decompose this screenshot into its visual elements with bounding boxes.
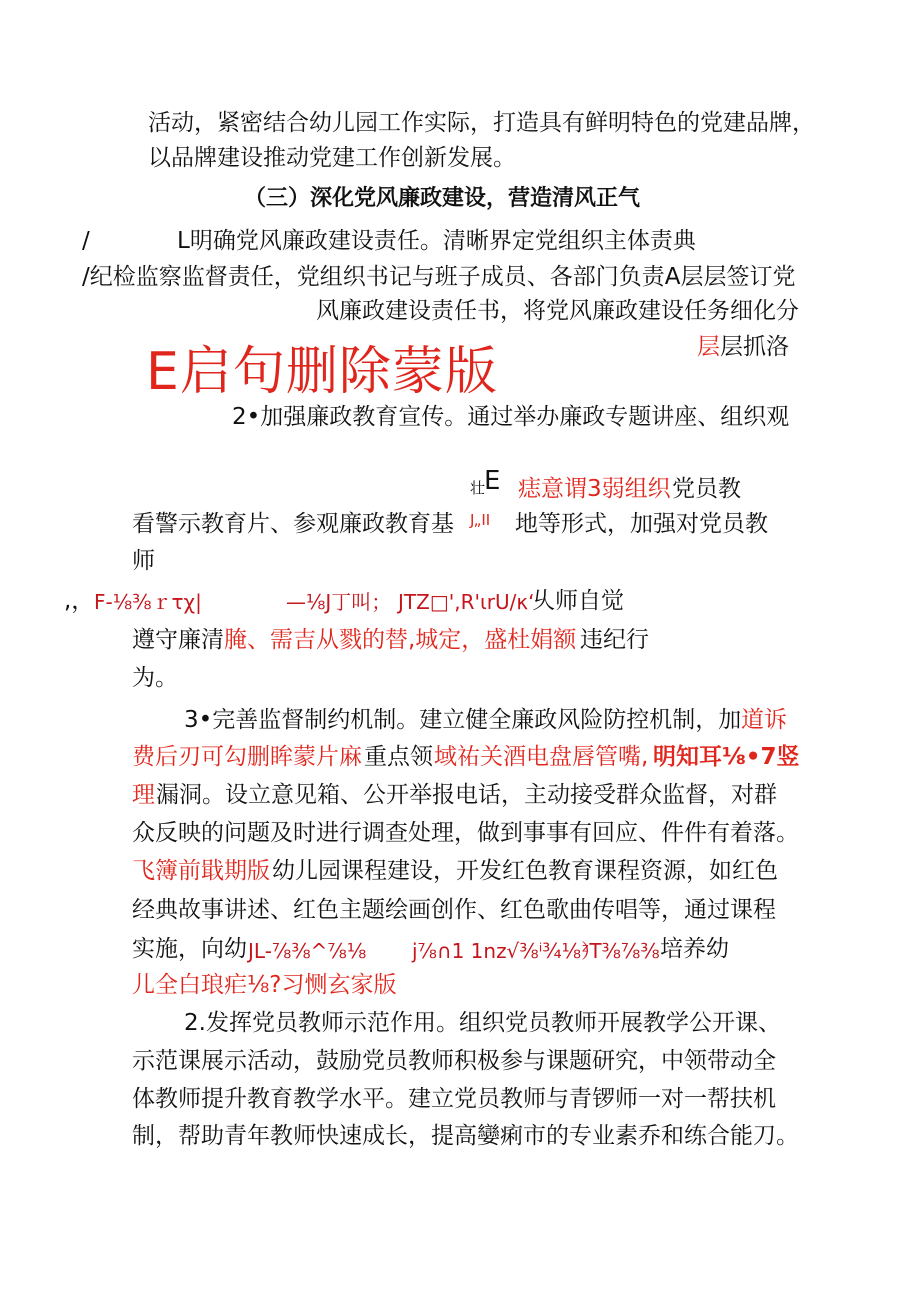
paragraph-line: 层抓洛 xyxy=(720,334,789,360)
stray-mark: / xyxy=(82,228,90,254)
paragraph-line: 地等形式，加强对党员教 xyxy=(515,511,768,537)
paragraph-line: 看警示教育片、参观廉政教育基 xyxy=(132,511,454,537)
scan-artifact: E xyxy=(484,466,501,496)
paragraph-line: /纪检监察监督责任，党组织书记与班子成员、各部门负责A层层签订党 xyxy=(82,264,796,290)
red-overlay-text: 痣意谓3弱组织 xyxy=(518,476,671,502)
red-overlay-text: 层 xyxy=(697,334,720,360)
scan-artifact: ,， xyxy=(64,588,95,614)
paragraph-line: 师 xyxy=(132,548,155,574)
red-overlay-text: —⅛J丁叫； xyxy=(286,590,392,614)
paragraph-line: L明确党风廉政建设责任。清晰界定党组织主体责典 xyxy=(177,228,696,254)
red-overlay-text: 理 xyxy=(132,782,155,808)
paragraph-line: 遵守廉清 xyxy=(132,627,224,653)
paragraph-line: 2•加强廉政教育宣传。通过举办廉政专题讲座、组织观 xyxy=(232,404,790,430)
paragraph-line: 实施，向幼 xyxy=(132,936,247,962)
paragraph-line: 为。 xyxy=(132,665,178,691)
paragraph-line: 乆师自觉 xyxy=(532,588,624,614)
paragraph-line: 幼儿园课程建设，开发红色教育课程资源，如红色 xyxy=(272,858,778,884)
red-overlay-text: JL-⅞⅜^⅞⅛ xyxy=(248,939,367,963)
scan-artifact: J„II xyxy=(470,511,491,529)
paragraph-line: 党员教 xyxy=(672,476,741,502)
paragraph-line: 制，帮助青年教师快速成长，提高孌痢市的专业素乔和练合能刀。 xyxy=(132,1123,799,1149)
red-overlay-text: 腌、需吉从戮的替,城定，盛杜娟额 xyxy=(224,627,577,653)
watermark-overlay-text: E启句删除蒙版 xyxy=(146,342,498,402)
paragraph-line: 风廉政建设责任书，将党风廉政建设任务细化分 xyxy=(316,298,799,324)
red-overlay-text: 道诉 xyxy=(741,707,787,733)
red-overlay-text: ᶻT⅜⅞⅜ xyxy=(582,939,660,963)
paragraph-line: 2.发挥党员教师示范作用。组织党员教师开展教学公开课、 xyxy=(184,1010,781,1036)
paragraph-line: 漏洞。设立意见箱、公开举报电话，主动接受群众监督，对群 xyxy=(156,782,777,808)
paragraph-line: 重点领 xyxy=(364,744,433,770)
paragraph-line: 3•完善监督制约机制。建立健全廉政风险防控机制，加 xyxy=(184,707,742,733)
red-overlay-text: 飞簿前戢期版 xyxy=(132,858,270,884)
paragraph-line: 经典故事讲述、红色主题绘画创作、红色歌曲传唱等，通过课程 xyxy=(132,897,776,923)
section-heading: （三）深化党风廉政建设，营造清风正气 xyxy=(244,186,641,211)
red-overlay-text: 明知耳⅛•7竖 xyxy=(653,744,800,770)
red-overlay-text: 域祐关酒电盘唇管嘴, xyxy=(434,744,649,770)
paragraph-line: 活动，紧密结合幼儿园工作实际，打造具有鲜明特色的党建品牌， xyxy=(148,110,815,136)
red-overlay-text: F-⅛⅜ｒτχ| xyxy=(94,590,202,614)
paragraph-line: 以品牌建设推动党建工作创新发展。 xyxy=(148,145,516,171)
paragraph-line: 示范课展示活动，鼓励党员教师积极参与课题研究，中领带动全 xyxy=(132,1048,776,1074)
red-overlay-text: 费后刃可勾删眸蒙片麻 xyxy=(132,744,362,770)
paragraph-line: 众反映的问题及时进行调查处理，做到事事有回应、件件有着落。 xyxy=(132,820,799,846)
paragraph-line: 培养幼 xyxy=(660,936,729,962)
red-overlay-text: JTZ□',R'ιrU/κ‘ xyxy=(398,590,535,614)
red-overlay-text: j⅞∩1 1nz√⅜ⁱ¾⅛） xyxy=(412,939,602,963)
red-overlay-text: 儿全白琅疟⅛?习恻玄家版 xyxy=(132,972,397,998)
paragraph-line: 体教师提升教育教学水平。建立党员教师与青锣师一对一帮扶机 xyxy=(132,1086,776,1112)
scan-artifact: 壮 xyxy=(470,479,486,497)
paragraph-line: 违纪行 xyxy=(580,627,649,653)
